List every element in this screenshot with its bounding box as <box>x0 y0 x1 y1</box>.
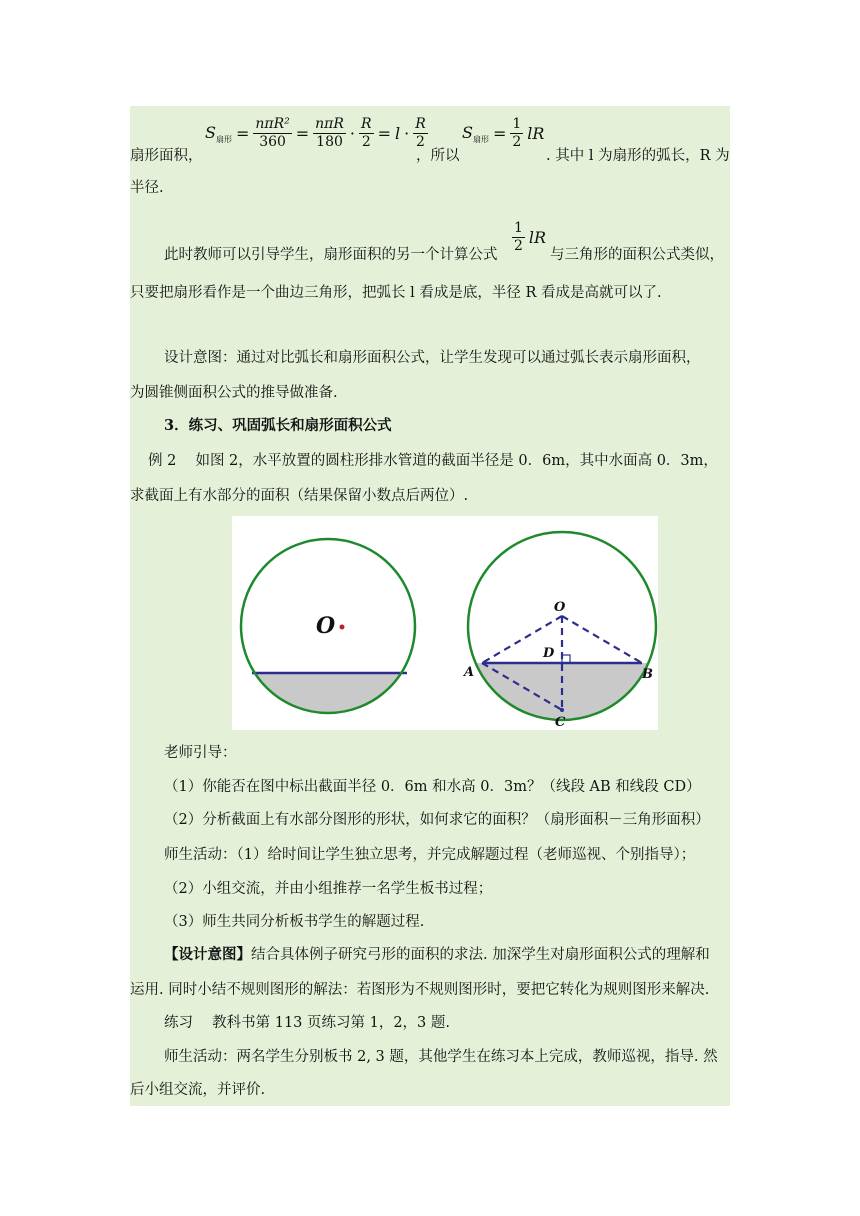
half-lR-formula <box>512 220 546 255</box>
sector-area-short-formula: $S_{扇形}$ = $\frac{1}{2}$ lR <box>462 116 545 150</box>
para1-mid: ，所以 <box>416 148 460 164</box>
label-c: C <box>555 715 566 730</box>
para1-tail: . 其中 l 为扇形的弧长，R 为 <box>546 148 730 164</box>
design-line1 <box>164 945 710 965</box>
example-line2: 求截面上有水部分的面积（结果保留小数点后两位）. <box>130 488 469 504</box>
formula2-lR: lR <box>527 124 545 143</box>
practice-line: 练习 教科书第 113 页练习第 1，2，3 题. <box>164 1015 451 1031</box>
formula2-S: $S_{扇形}$ <box>462 122 489 144</box>
fraction-r-2-b: $\frac{R}{2}$ <box>415 116 426 150</box>
para3-line2: 为圆锥侧面积公式的推导做准备. <box>130 385 338 401</box>
formula-l: l <box>394 124 401 143</box>
example-line1: 例 2 如图 2，水平放置的圆柱形排水管道的截面半径是 0．6m，其中水面高 0．3m， <box>148 453 718 469</box>
left-center-dot <box>340 625 345 630</box>
point-c-dot <box>560 708 564 712</box>
guide-activity1: 师生活动：（1）给时间让学生独立思考，并完成解题过程（老师巡视、个别指导）； <box>164 847 696 863</box>
para2-line1a: 此时教师可以引导学生，扇形面积的另一个计算公式 <box>164 247 498 263</box>
fraction-r-2: $\frac{R}{2}$ <box>361 116 372 150</box>
formula-S: $S_{扇形}$ <box>205 122 232 144</box>
fraction-n-pi-r-180: $\frac{\text{nπR}}{180}$ <box>315 116 344 150</box>
label-d: D <box>543 646 555 661</box>
figure-2-pipe-cross-sections <box>232 516 658 730</box>
para1-cont: 半径. <box>130 180 164 196</box>
left-center-label: O <box>316 613 336 639</box>
section-heading: 3．练习、巩固弧长和扇形面积公式 <box>164 417 392 434</box>
final-line1: 师生活动：两名学生分别板书 2, 3 题，其他学生在练习本上完成，教师巡视，指导. 然 <box>164 1049 718 1065</box>
label-o: O <box>554 600 566 615</box>
design-tag: 【设计意图】 <box>164 946 251 963</box>
formula3-lR: lR <box>528 228 547 247</box>
para3-line1: 设计意图：通过对比弧长和扇形面积公式，让学生发现可以通过弧长表示扇形面积， <box>164 350 701 366</box>
sector-area-formula: $S_{扇形}$ = $\frac{\text{nπR²}}{360}$ = $\frac{\text{nπR}}{180}$ · $\frac{R}{2}$ = l · $\frac{R}{2}$ <box>205 116 426 150</box>
guide-activity2: （2）小组交流，并由小组推荐一名学生板书过程； <box>164 881 493 897</box>
label-b: B <box>642 667 653 682</box>
design-line2: 运用. 同时小结不规则图形的解法：若图形为不规则图形时，要把它转化为规则图形来解决. <box>130 982 710 998</box>
para1-lead: 扇形面积， <box>130 148 203 164</box>
design-line1-rest: 结合具体例子研究弓形的面积的求法. 加深学生对扇形面积公式的理解和 <box>251 947 710 963</box>
guide-activity3: （3）师生共同分析板书学生的解题过程. <box>164 914 425 930</box>
para2-line2: 只要把扇形看作是一个曲边三角形，把弧长 l 看成是底，半径 R 看成是高就可以了. <box>130 285 662 301</box>
label-a: A <box>464 665 475 680</box>
fraction-one-half-b: $\frac{1}{2}$ <box>514 220 523 254</box>
guide-q2: （2）分析截面上有水部分图形的形状，如何求它的面积？（扇形面积－三角形面积） <box>164 812 710 828</box>
fraction-n-pi-r2-360: $\frac{\text{nπR²}}{360}$ <box>255 116 290 150</box>
final-line2: 后小组交流，并评价. <box>130 1082 266 1098</box>
para2-line1b: 与三角形的面积公式类似， <box>550 247 724 263</box>
guide-title: 老师引导： <box>164 745 237 761</box>
radius-ob <box>562 616 642 663</box>
figure-svg <box>232 516 658 730</box>
fraction-one-half: $\frac{1}{2}$ <box>512 116 522 150</box>
guide-q1: （1）你能否在图中标出截面半径 0．6m 和水高 0．3m？（线段 AB 和线段 CD） <box>164 779 701 795</box>
